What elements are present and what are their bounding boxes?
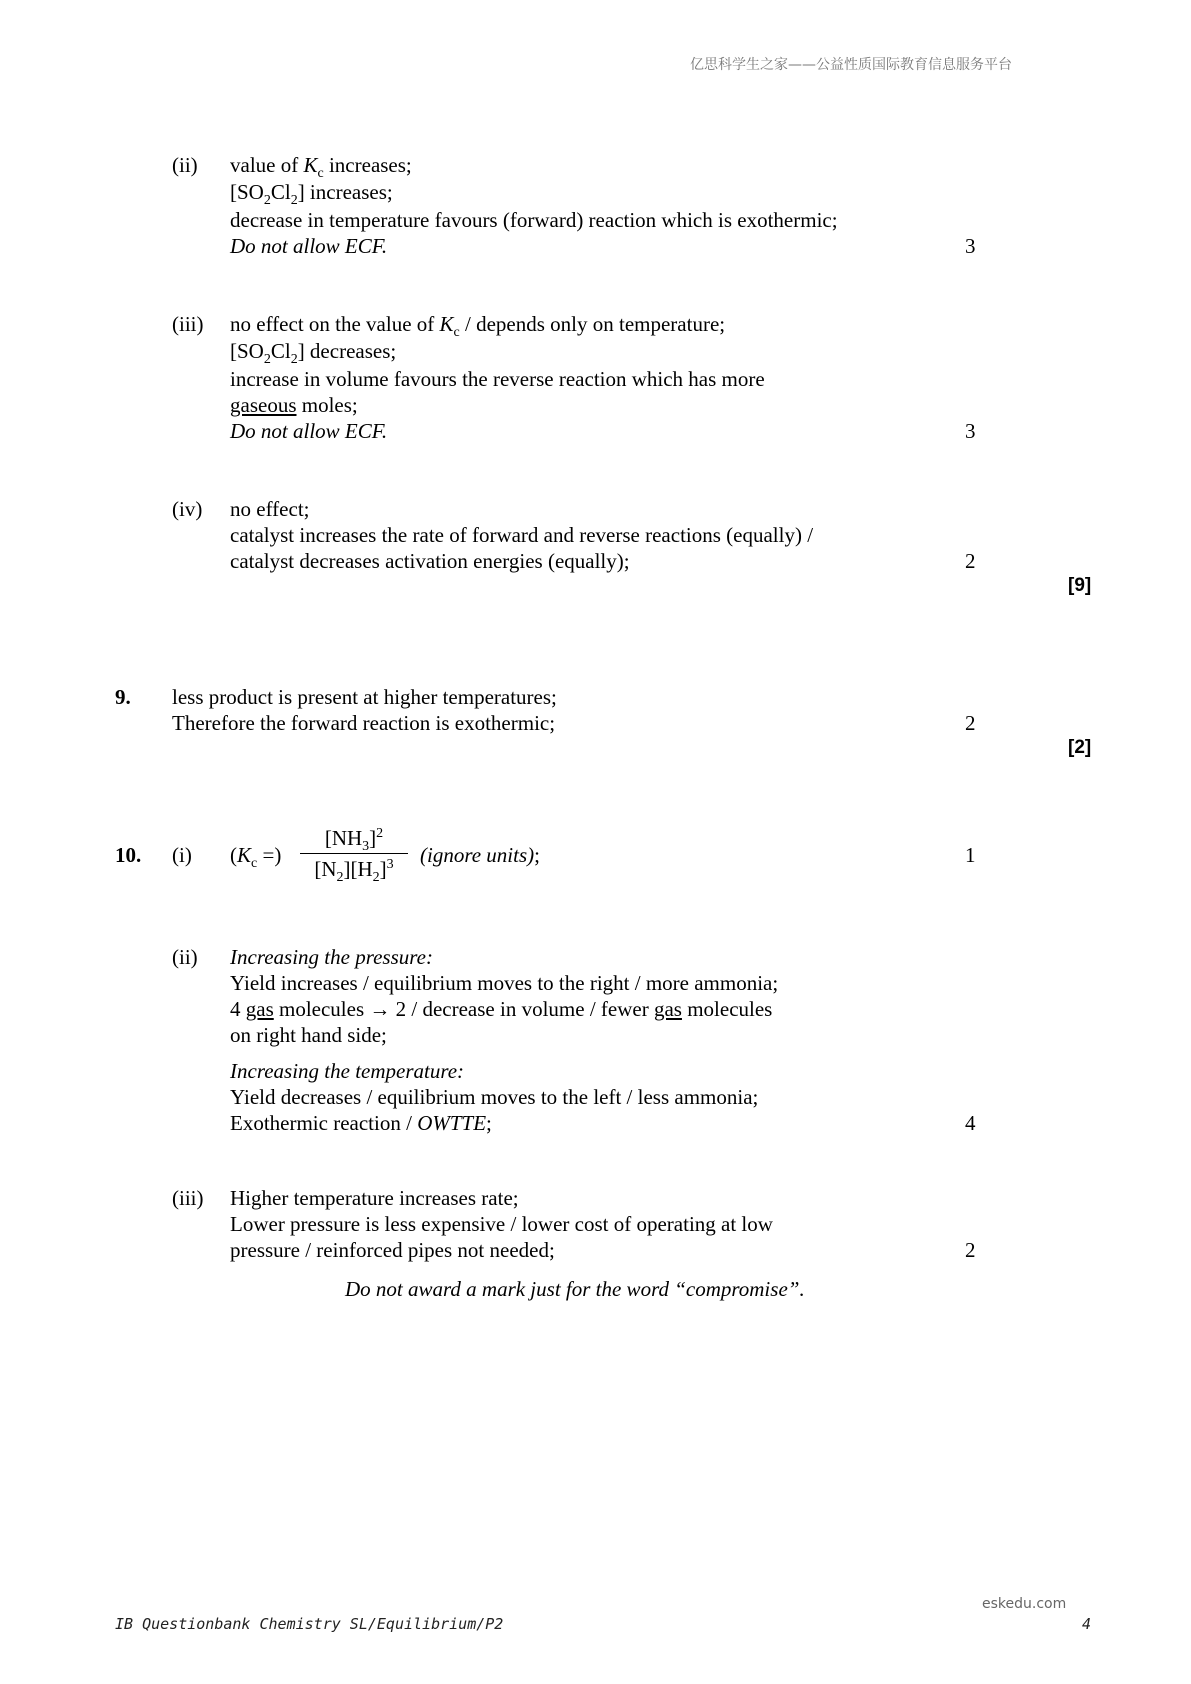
q8-ii-marks: 3 [965,234,976,258]
q8-ii-line3: decrease in temperature favours (forward) reaction which is exothermic; [230,208,838,232]
q10-iii-note: Do not award a mark just for the word “compromise”. [345,1277,805,1301]
q8-iii-line3: increase in volume favours the reverse reaction which has more [230,367,765,391]
q10-ii-line3: on right hand side; [230,1023,387,1047]
q10-ii-heading-temperature: Increasing the temperature: [230,1059,465,1083]
q9-number: 9. [115,685,131,709]
q10-i-note: (ignore units); [420,843,540,867]
q9-total-marks: [2] [1068,737,1092,758]
q9-marks: 2 [965,711,976,735]
q10-iii-label: (iii) [172,1186,204,1210]
page-number: 4 [1082,1615,1092,1633]
q10-i-kc-expression: ($K_c$ =) [230,843,282,871]
q10-ii-line4: Yield decreases / equilibrium moves to the left / less ammonia; [230,1085,759,1109]
q10-ii-marks: 4 [965,1111,976,1135]
q10-i-denominator: $[N_2][H_2]^3$ [314,857,394,885]
q10-i-label: (i) [172,843,192,867]
q10-ii-line1: Yield increases / equilibrium moves to the right / more ammonia; [230,971,779,995]
footer-source: IB Questionbank Chemistry SL/Equilibrium/P2 [115,1615,504,1633]
q10-i-marks: 1 [965,843,976,867]
q10-ii-label: (ii) [172,945,198,969]
q8-total-marks: [9] [1068,575,1092,596]
site-banner: 亿思科学生之家——公益性质国际教育信息服务平台 [690,57,1012,73]
footer-website: eskedu.com [982,1596,1067,1612]
q10-ii-heading-pressure: Increasing the pressure: [230,945,433,969]
q8-iv-label: (iv) [172,497,203,521]
q10-iii-line2: Lower pressure is less expensive / lower cost of operating at low [230,1212,773,1236]
q8-iii-label: (iii) [172,312,204,336]
q8-iv-marks: 2 [965,549,976,573]
q10-iii-line1: Higher temperature increases rate; [230,1186,519,1210]
q9-line1: less product is present at higher temperatures; [172,685,557,709]
q8-iii-line4: gaseous moles; [230,393,358,417]
q8-iii-line1: no effect on the value of $K_c$ / depends only on temperature; [230,312,726,340]
q8-iv-line3: catalyst decreases activation energies (equally); [230,549,630,573]
q8-ii-note: Do not allow ECF. [230,234,388,258]
q8-iv-line1: no effect; [230,497,310,521]
q10-iii-marks: 2 [965,1238,976,1262]
q8-iii-line2: $[SO_2Cl_2]$ decreases; [230,339,397,367]
fraction-bar [300,853,408,854]
q8-iii-marks: 3 [965,419,976,443]
q10-i-equilibrium-fraction [300,826,408,885]
q10-number: 10. [115,843,142,867]
q10-i-numerator: $[NH_3]^2$ [324,826,384,854]
q8-iv-line2: catalyst increases the rate of forward and reverse reactions (equally) / [230,523,814,547]
q10-iii-line3: pressure / reinforced pipes not needed; [230,1238,555,1262]
q8-ii-label: (ii) [172,153,198,177]
q8-ii-line2: $[SO_2Cl_2]$ increases; [230,180,393,208]
q10-ii-line5: Exothermic reaction / OWTTE; [230,1111,492,1135]
q8-ii-line1: value of $K_c$ increases; [230,153,412,181]
q8-iii-note: Do not allow ECF. [230,419,388,443]
q9-line2: Therefore the forward reaction is exothermic; [172,711,556,735]
q10-ii-line2: 4 gas molecules → 2 / decrease in volume / fewer gas molecules [230,997,773,1021]
